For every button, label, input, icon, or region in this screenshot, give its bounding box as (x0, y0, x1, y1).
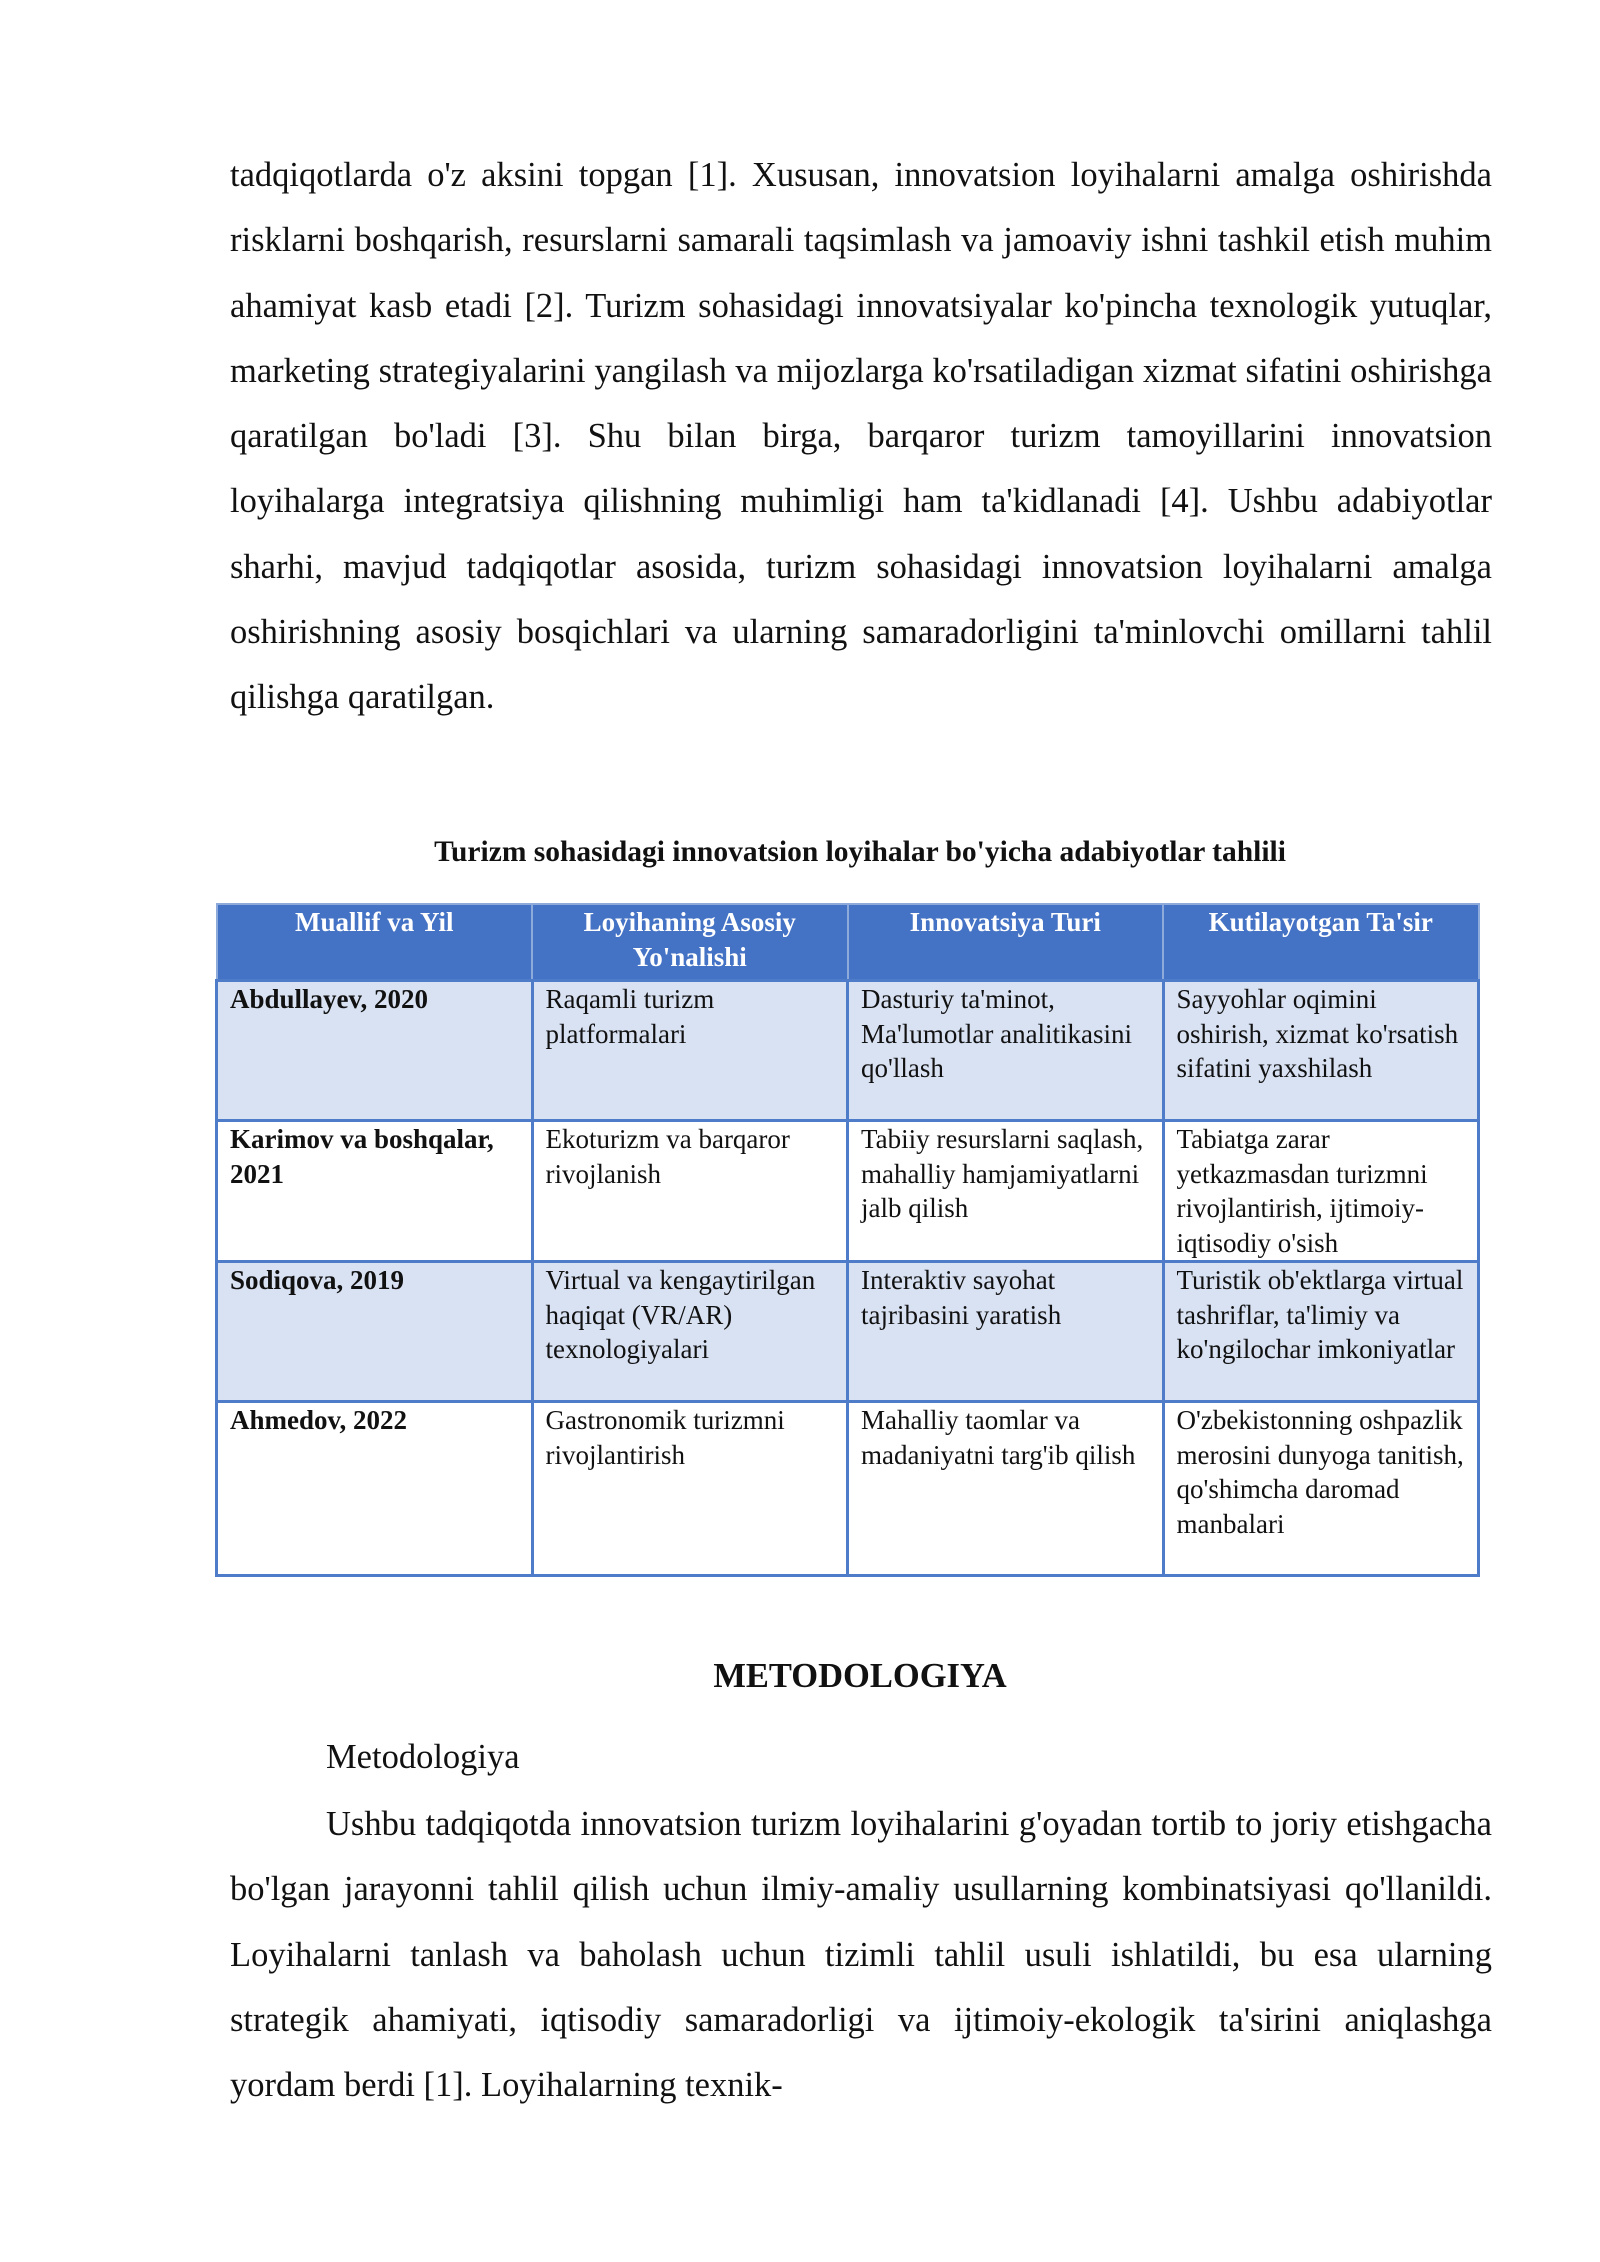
body-paragraph-top: tadqiqotlarda o'z aksini topgan [1]. Xususan, innovatsion loyihalarni amalga oshirishda risklarni boshqarish, resurslarni samarali taqsimlash va jamoaviy ishni tashkil etish muhim ahamiyat kasb etadi [2]. Turizm sohasidagi innovatsiyalar ko'pincha texnologik yutuqlar, marketing strategiyalarini yangilash va mijozlarga ko'rsatiladigan xizmat sifatini oshirishga qaratilgan bo'ladi [3]. Shu bilan birga, barqaror turizm tamoyillarini innovatsion loyihalarga integratsiya qilishning muhimligi ham ta'kidlanadi [4]. Ushbu adabiyotlar sharhi, mavjud tadqiqotlar asosida, turizm sohasidagi innovatsion loyihalarni amalga oshirishning asosiy bosqichlari va ularning samaradorligini ta'minlovchi omillarni tahlil qilishga qaratilgan. (230, 156, 1492, 717)
table-cell-impact: Tabiatga zarar yetkazmasdan turizmni rivojlantirish, ijtimoiy-iqtisodiy o'sish (1163, 1121, 1479, 1262)
column-header-author-year: Muallif va Yil (217, 904, 533, 981)
table-cell-direction: Ekoturizm va barqaror rivojlanish (532, 1121, 848, 1262)
table-cell-author: Karimov va boshqalar, 2021 (217, 1121, 533, 1262)
table-cell-innovation: Interaktiv sayohat tajribasini yaratish (848, 1262, 1164, 1402)
column-header-innovation-type: Innovatsiya Turi (848, 904, 1164, 981)
table-caption: Turizm sohasidagi innovatsion loyihalar bo'yicha adabiyotlar tahlili (434, 836, 1286, 868)
table-cell-impact: O'zbekistonning oshpazlik merosini dunyoga tanitish, qo'shimcha daromad manbalari (1163, 1402, 1479, 1576)
table-cell-innovation: Tabiiy resurslarni saqlash, mahalliy hamjamiyatlarni jalb qilish (848, 1121, 1164, 1262)
table-cell-innovation: Dasturiy ta'minot, Ma'lumotlar analitikasini qo'llash (848, 981, 1164, 1121)
table-cell-innovation: Mahalliy taomlar va madaniyatni targ'ib qilish (848, 1402, 1164, 1576)
table-row (217, 1402, 1479, 1576)
table-row (217, 1121, 1479, 1262)
column-header-project-direction: Loyihaning Asosiy Yo'nalishi (532, 904, 848, 981)
table-header-row (217, 904, 1479, 981)
table-cell-impact: Turistik ob'ektlarga virtual tashriflar, ta'limiy va ko'ngilochar imkoniyatlar (1163, 1262, 1479, 1402)
table-cell-direction: Raqamli turizm platformalari (532, 981, 848, 1121)
table-row (217, 981, 1479, 1121)
table-cell-author: Sodiqova, 2019 (217, 1262, 533, 1402)
section-subheading: Metodologiya (326, 1738, 520, 1776)
table-row (217, 1262, 1479, 1402)
column-header-expected-impact: Kutilayotgan Ta'sir (1163, 904, 1479, 981)
section-heading: METODOLOGIYA (713, 1657, 1007, 1695)
table-cell-author: Abdullayev, 2020 (217, 981, 533, 1121)
literature-table (215, 903, 1480, 1577)
table-cell-author: Ahmedov, 2022 (217, 1402, 533, 1576)
table-cell-direction: Virtual va kengaytirilgan haqiqat (VR/AR) texnologiyalari (532, 1262, 848, 1402)
body-paragraph-bottom: Ushbu tadqiqotda innovatsion turizm loyihalarini g'oyadan tortib to joriy etishgacha bo'lgan jarayonni tahlil qilish uchun ilmiy-amaliy usullarning kombinatsiyasi qo'llanildi. Loyihalarni tanlash va baholash uchun tizimli tahlil usuli ishlatildi, bu esa ularning strategik ahamiyati, iqtisodiy samaradorligi va ijtimoiy-ekologik ta'sirini aniqlashga yordam berdi [1]. Loyihalarning texnik- (230, 1805, 1492, 2105)
table-cell-direction: Gastronomik turizmni rivojlantirish (532, 1402, 848, 1576)
table-cell-impact: Sayyohlar oqimini oshirish, xizmat ko'rsatish sifatini yaxshilash (1163, 981, 1479, 1121)
